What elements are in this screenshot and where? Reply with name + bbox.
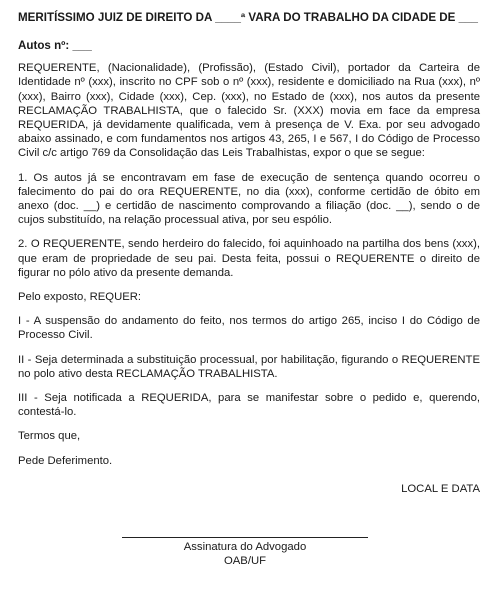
closing-request: Pede Deferimento. (18, 454, 113, 467)
case-number-label: Autos nº: ___ (18, 39, 92, 52)
document-heading: MERITÍSSIMO JUIZ DE DIREITO DA ____ª VARA DO TRABALHO DA CIDADE DE ___ (18, 11, 478, 24)
request-intro: Pelo exposto, REQUER: (18, 291, 142, 304)
closing-terms: Termos que, (18, 430, 81, 443)
petition-document (18, 10, 480, 496)
signature-label: Assinatura do Advogado (183, 541, 307, 553)
fact-item-2: 2. O REQUERENTE, sendo herdeiro do falecido, foi aquinhoado na partilha dos bens (xxx), que eram de propriedade de seu pai. Desta feita, possui o REQUERENTE o direito de figurar no pólo ativo da presente demanda. (18, 238, 480, 279)
request-item-3: III - Seja notificada a REQUERIDA, para se manifestar sobre o pedido e, querendo, contestá-lo. (18, 392, 480, 419)
place-and-date: LOCAL E DATA (401, 482, 480, 495)
request-item-1: I - A suspensão do andamento do feito, nos termos do artigo 265, inciso I do Código de Processo Civil. (18, 315, 480, 342)
signature-line (122, 537, 368, 538)
bar-registration-label: OAB/UF (223, 555, 267, 567)
request-item-2: II - Seja determinada a substituição processual, por habilitação, figurando o REQUERENTE no polo ativo desta RECLAMAÇÃO TRABALHISTA. (18, 353, 480, 380)
intro-paragraph: REQUERENTE, (Nacionalidade), (Profissão), (Estado Civil), portador da Carteira de Identidade nº (xxx), inscrito no CPF sob o nº (xxx), residente e domiciliado na Rua (xxx), nº (xxx), Bairro (xxx), Cidade (xxx), Cep. (xxx), no Estado de (xxx), nos autos da presente RECLAMAÇÃO TRABALHISTA, que o falecido Sr. (XXX) movia em face da empresa REQUERIDA, já devidamente qualificada, vem à presença de V. Exa. por seu advogado abaixo assinado, e com fundamentos nos artigos 43, 265, I e 567, I do Código de Processo Civil c/c artigo 769 da Consolidação das Leis Trabalhistas, expor o que se segue: (18, 62, 480, 160)
fact-item-1: 1. Os autos já se encontravam em fase de execução de sentença quando ocorreu o falecimento do pai do ora REQUERENTE, no dia (xxx), conforme certidão de óbito em anexo (doc. __) e certidão de nascimento comprovando a filiação (doc. __), sendo o de cujos substituído, na relação processual ativa, por seu espólio. (18, 171, 480, 227)
signature-block (122, 540, 368, 568)
